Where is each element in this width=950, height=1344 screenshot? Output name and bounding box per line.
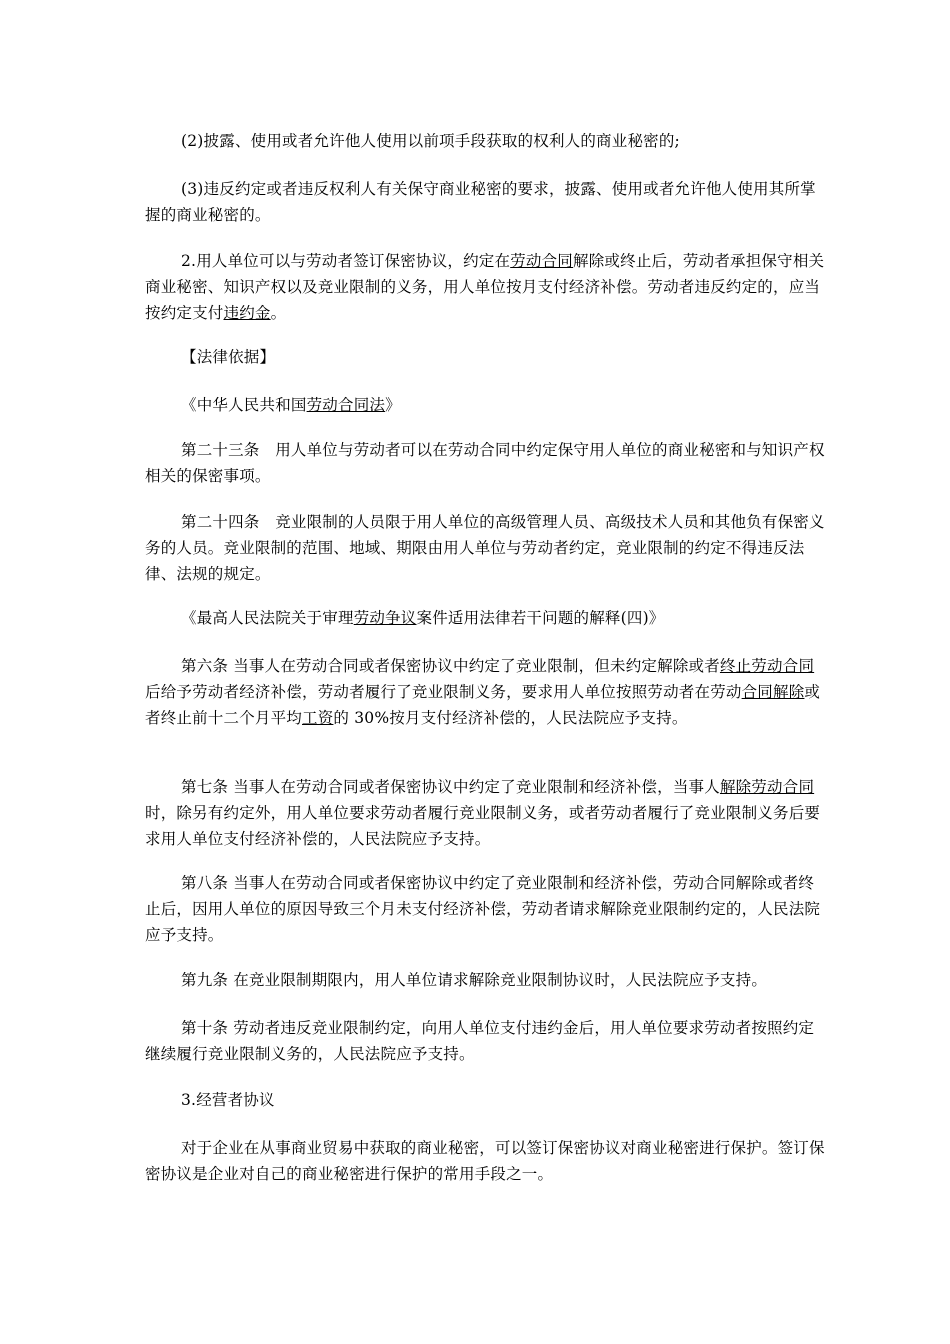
article-9: 第九条 在竞业限制期限内，用人单位请求解除竞业限制协议时，人民法院应予支持。 <box>181 971 768 989</box>
article-23: 第二十三条 用人单位与劳动者可以在劳动合同中约定保守用人单位的商业秘密和与知识产权相关的保密事项。 <box>145 441 825 485</box>
link-wages[interactable]: 工资 <box>302 709 334 727</box>
section-heading-operator-agreement: 3.经营者协议 <box>181 1091 275 1109</box>
link-penalty[interactable]: 违约金 <box>223 304 271 322</box>
law-title-labor-contract-law: 《中华人民共和国劳动合同法》 <box>181 396 401 414</box>
law-title-interpretation-4: 《最高人民法院关于审理劳动争议案件适用法律若干问题的解释(四)》 <box>181 609 665 627</box>
article-24: 第二十四条 竞业限制的人员限于用人单位的高级管理人员、高级技术人员和其他负有保密义务的人员。竞业限制的范围、地域、期限由用人单位与劳动者约定，竞业限制的约定不得违反法律、法规的规定。 <box>145 513 825 583</box>
article-8: 第八条 当事人在劳动合同或者保密协议中约定了竞业限制和经济补偿，劳动合同解除或者终止后，因用人单位的原因导致三个月未支付经济补偿，劳动者请求解除竞业限制约定的，人民法院应予支持。 <box>145 874 821 944</box>
paragraph-confidentiality-agreement: 对于企业在从事商业贸易中获取的商业秘密，可以签订保密协议对商业秘密进行保护。签订保密协议是企业对自己的商业秘密进行保护的常用手段之一。 <box>145 1139 825 1183</box>
paragraph-clause-2: (2)披露、使用或者允许他人使用以前项手段获取的权利人的商业秘密的; <box>181 132 680 150</box>
link-dissolve-labor-contract[interactable]: 解除劳动合同 <box>719 778 815 796</box>
link-contract-dissolution[interactable]: 合同解除 <box>741 683 805 701</box>
legal-basis-heading: 【法律依据】 <box>181 348 276 366</box>
link-labor-contract[interactable]: 劳动合同 <box>510 252 574 270</box>
article-10: 第十条 劳动者违反竞业限制约定，向用人单位支付违约金后，用人单位要求劳动者按照约定继续履行竞业限制义务的，人民法院应予支持。 <box>145 1019 815 1063</box>
paragraph-clause-3: (3)违反约定或者违反权利人有关保守商业秘密的要求，披露、使用或者允许他人使用其所掌握的商业秘密的。 <box>145 180 816 224</box>
paragraph-item-2: 2.用人单位可以与劳动者签订保密协议，约定在劳动合同解除或终止后，劳动者承担保守相关商业秘密、知识产权以及竞业限制的义务，用人单位按月支付经济补偿。劳动者违反约定的，应当按约定支付违约金。 <box>145 252 825 322</box>
link-terminate-labor-contract[interactable]: 终止劳动合同 <box>719 657 815 675</box>
link-labor-contract-law[interactable]: 劳动合同法 <box>306 396 386 414</box>
article-6: 第六条 当事人在劳动合同或者保密协议中约定了竞业限制，但未约定解除或者终止劳动合同后给予劳动者经济补偿，劳动者履行了竞业限制义务，要求用人单位按照劳动者在劳动合同解除或者终止前十二个月平均工资的 30%按月支付经济补偿的，人民法院应予支持。 <box>145 657 821 727</box>
link-labor-dispute[interactable]: 劳动争议 <box>353 609 417 627</box>
article-7: 第七条 当事人在劳动合同或者保密协议中约定了竞业限制和经济补偿，当事人解除劳动合同时，除另有约定外，用人单位要求劳动者履行竞业限制义务，或者劳动者履行了竞业限制义务后要求用人单位支付经济补偿的，人民法院应予支持。 <box>145 778 821 848</box>
